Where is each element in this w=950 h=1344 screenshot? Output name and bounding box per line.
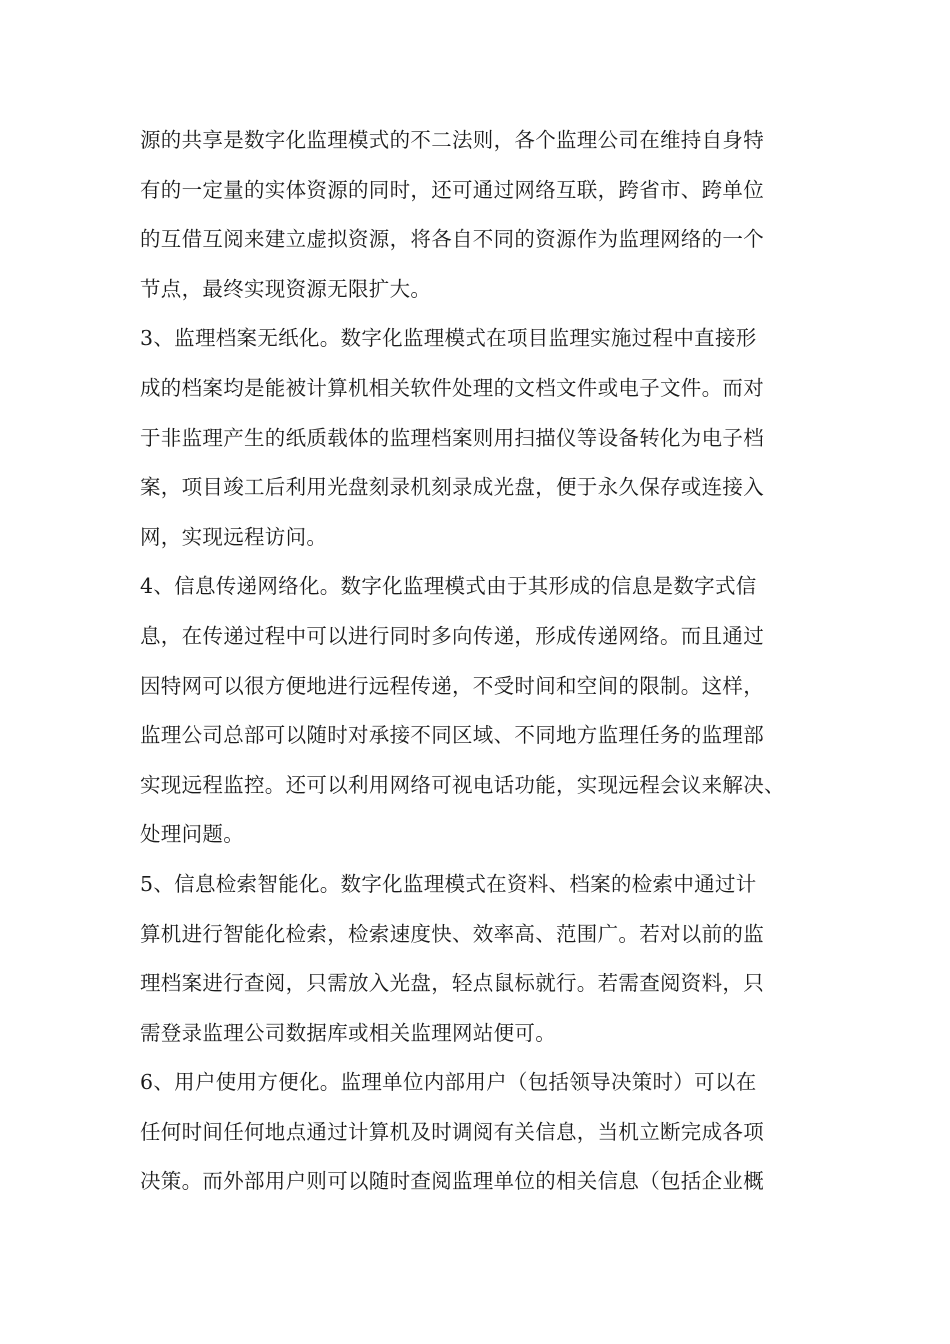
text-line: 理档案进行查阅，只需放入光盘，轻点鼠标就行。若需查阅资料，只 xyxy=(140,971,764,996)
section-6-heading-line: 6、用户使用方便化。监理单位内部用户（包括领导决策时）可以在 xyxy=(140,1070,757,1095)
text-line: 算机进行智能化检索，检索速度快、效率高、范围广。若对以前的监 xyxy=(140,921,764,946)
text-line: 有的一定量的实体资源的同时，还可通过网络互联，跨省市、跨单位 xyxy=(140,177,764,202)
text-line: 网，实现远程访问。 xyxy=(140,524,328,549)
text-line: 监理公司总部可以随时对承接不同区域、不同地方监理任务的监理部 xyxy=(140,723,764,748)
text-line: 源的共享是数字化监理模式的不二法则，各个监理公司在维持自身特 xyxy=(140,128,764,152)
text-line: 息，在传递过程中可以进行同时多向传递，形成传递网络。而且通过 xyxy=(140,623,764,648)
section-3-heading-line: 3、监理档案无纸化。数字化监理模式在项目监理实施过程中直接形 xyxy=(140,326,757,351)
text-line: 任何时间任何地点通过计算机及时调阅有关信息，当机立断完成各项 xyxy=(140,1119,764,1144)
text-line: 实现远程监控。还可以利用网络可视电话功能，实现远程会议来解决、 xyxy=(140,772,785,797)
text-line: 处理问题。 xyxy=(140,822,244,847)
text-line: 节点，最终实现资源无限扩大。 xyxy=(140,276,432,301)
section-5-heading-line: 5、信息检索智能化。数字化监理模式在资料、档案的检索中通过计 xyxy=(140,871,757,896)
text-line: 决策。而外部用户则可以随时查阅监理单位的相关信息（包括企业概 xyxy=(140,1169,764,1194)
body-text xyxy=(140,116,840,1207)
text-line: 成的档案均是能被计算机相关软件处理的文档文件或电子文件。而对 xyxy=(140,375,764,400)
text-line: 需登录监理公司数据库或相关监理网站便可。 xyxy=(140,1020,556,1045)
section-4-heading-line: 4、信息传递网络化。数字化监理模式由于其形成的信息是数字式信 xyxy=(140,574,757,599)
text-line: 因特网可以很方便地进行远程传递，不受时间和空间的限制。这样， xyxy=(140,673,764,698)
text-line: 案，项目竣工后利用光盘刻录机刻录成光盘，便于永久保存或连接入 xyxy=(140,475,764,500)
text-line: 的互借互阅来建立虚拟资源，将各自不同的资源作为监理网络的一个 xyxy=(140,227,764,252)
text-line: 于非监理产生的纸质载体的监理档案则用扫描仪等设备转化为电子档 xyxy=(140,425,764,450)
